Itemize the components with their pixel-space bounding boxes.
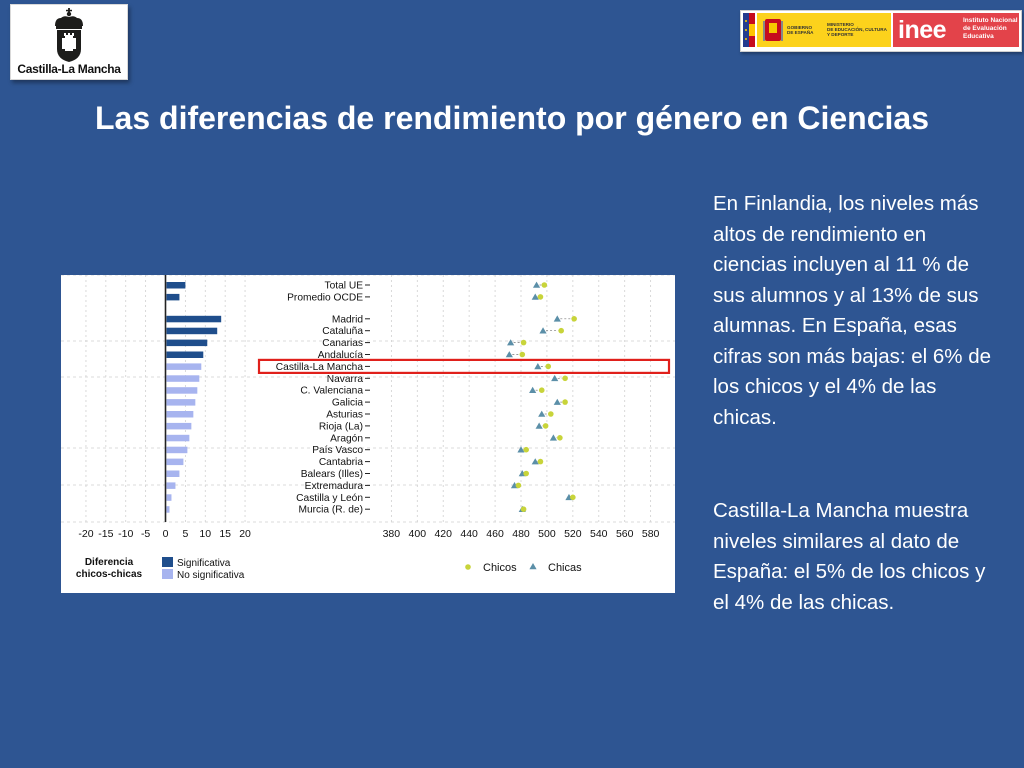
chicos-point-17 — [570, 495, 576, 501]
bar-xtick-label: 15 — [219, 528, 232, 540]
inee-wordmark: inee — [898, 16, 947, 44]
category-label-0: Total UE — [324, 280, 363, 292]
bar-14 — [167, 459, 184, 466]
scatter-xtick-label: 440 — [460, 528, 478, 540]
bar-3 — [167, 328, 218, 335]
bar-4 — [167, 340, 208, 347]
bar-9 — [167, 399, 196, 406]
chicos-point-9 — [562, 399, 568, 405]
scatter-xtick-label: 400 — [408, 528, 427, 540]
category-label-10: Asturias — [326, 409, 363, 421]
legend-chicas-marker — [529, 563, 536, 569]
legend-significant-label: Significativa — [177, 558, 231, 569]
chicos-point-14 — [538, 459, 544, 465]
bar-10 — [167, 411, 194, 418]
chicos-point-8 — [539, 387, 545, 393]
inee-logo — [893, 13, 1019, 47]
castilla-la-mancha-logo — [10, 4, 128, 80]
bar-xtick-label: 20 — [239, 528, 251, 540]
scatter-xtick-label: 540 — [590, 528, 608, 540]
chicos-point-15 — [523, 471, 529, 477]
category-label-17: Castilla y León — [296, 492, 363, 504]
category-label-13: País Vasco — [312, 445, 363, 457]
chicos-point-10 — [548, 411, 554, 417]
bar-xtick-label: 0 — [162, 528, 169, 540]
chicos-point-7 — [562, 376, 568, 382]
bar-0 — [167, 282, 186, 289]
slide-title: Las diferencias de rendimiento por género en Ciencias — [94, 100, 929, 136]
chicos-point-1 — [538, 294, 544, 300]
scatter-xtick-label: 580 — [641, 528, 660, 540]
bar-5 — [167, 352, 204, 359]
bar-7 — [167, 375, 200, 382]
category-label-3: Cataluña — [322, 326, 363, 338]
bar-xtick-label: 10 — [199, 528, 212, 540]
chicos-point-13 — [523, 447, 529, 453]
category-label-15: Balears (Illes) — [300, 469, 363, 480]
bar-15 — [167, 471, 180, 478]
category-label-11: Rioja (La) — [318, 421, 363, 433]
legend-title-2: chicos-chicas — [75, 569, 143, 580]
bar-6 — [167, 363, 202, 370]
category-label-2: Madrid — [331, 314, 363, 326]
category-label-5: Andalucía — [317, 350, 363, 361]
scatter-xtick-label: 500 — [538, 528, 556, 540]
scatter-xtick-label: 380 — [382, 528, 401, 540]
spain-government-logo — [757, 13, 891, 47]
legend-swatch-not-significant — [162, 569, 173, 579]
gov-text: GOBIERNO DE ESPAÑA — [787, 25, 814, 35]
scatter-xtick-label: 560 — [615, 528, 634, 540]
bar-13 — [167, 447, 188, 454]
category-label-4: Canarias — [322, 338, 363, 350]
chicos-point-12 — [557, 435, 563, 441]
bar-18 — [167, 506, 170, 513]
legend-not-significant-label: No significativa — [177, 570, 245, 581]
chicos-point-4 — [521, 340, 527, 346]
castilla-la-mancha-logo-label: Castilla-La Mancha — [17, 62, 121, 76]
inee-full-name: Instituto Nacional de Evaluación Educativa — [963, 17, 1018, 40]
category-label-6: Castilla-La Mancha — [275, 361, 363, 373]
bar-xtick-label: 5 — [182, 528, 189, 540]
paragraph-finland: En Finlandia, los niveles más altos de rendimiento en ciencias incluyen al 11 % de sus alumnos y al 13% de sus alumnas. En España, esas cifras son más bajas: el 6% de los chicos y el 4% de las chicas. — [713, 192, 992, 429]
category-label-16: Extremadura — [304, 480, 363, 492]
chicos-point-18 — [521, 506, 527, 512]
legend-chicos-label: Chicos — [483, 562, 517, 574]
chicos-point-2 — [571, 316, 577, 322]
category-label-14: Cantabria — [318, 457, 363, 469]
scatter-xtick-label: 520 — [564, 528, 582, 540]
category-label-9: Galicia — [331, 397, 363, 409]
legend-swatch-significant — [162, 557, 173, 567]
spain-shield-icon — [761, 13, 785, 47]
eu-spain-flag-icon — [743, 13, 755, 47]
bar-8 — [167, 387, 198, 394]
bar-xtick-label: -5 — [140, 528, 151, 540]
chicos-point-5 — [519, 352, 525, 358]
chicos-point-11 — [543, 423, 549, 429]
chicos-point-0 — [542, 282, 548, 288]
scatter-xtick-label: 420 — [434, 528, 452, 540]
bar-17 — [167, 494, 172, 501]
category-label-18: Murcia (R. de) — [298, 504, 363, 516]
bar-12 — [167, 435, 190, 442]
legend-title-1: Diferencia — [84, 557, 134, 568]
bar-2 — [167, 316, 222, 323]
ministry-inee-logos — [740, 10, 1022, 52]
bar-xtick-label: -15 — [98, 528, 114, 540]
bar-11 — [167, 423, 192, 430]
bar-xtick-label: -20 — [78, 528, 94, 540]
chicos-point-3 — [558, 328, 564, 334]
bar-1 — [167, 294, 180, 301]
paragraph-castilla-la-mancha: Castilla-La Mancha muestra niveles similares al dato de España: el 5% de los chicos y el 4% de las chicas. — [713, 499, 986, 614]
category-label-1: Promedio OCDE — [287, 292, 363, 304]
ministry-text: MINISTERIO DE EDUCACIÓN, CULTURA Y DEPORTE — [827, 22, 887, 37]
bar-16 — [167, 482, 176, 489]
legend-chicas-label: Chicas — [548, 562, 582, 574]
scatter-xtick-label: 480 — [512, 528, 530, 540]
category-label-8: C. Valenciana — [300, 385, 363, 397]
chicos-point-6 — [545, 364, 551, 370]
science-gender-chart — [61, 275, 675, 593]
category-label-7: Navarra — [326, 373, 363, 385]
category-label-12: Aragón — [330, 433, 363, 445]
chart-canvas — [61, 275, 675, 593]
legend-chicos-marker — [465, 564, 471, 570]
scatter-xtick-label: 460 — [486, 528, 504, 540]
chicos-point-16 — [516, 483, 522, 489]
bar-xtick-label: -10 — [118, 528, 134, 540]
